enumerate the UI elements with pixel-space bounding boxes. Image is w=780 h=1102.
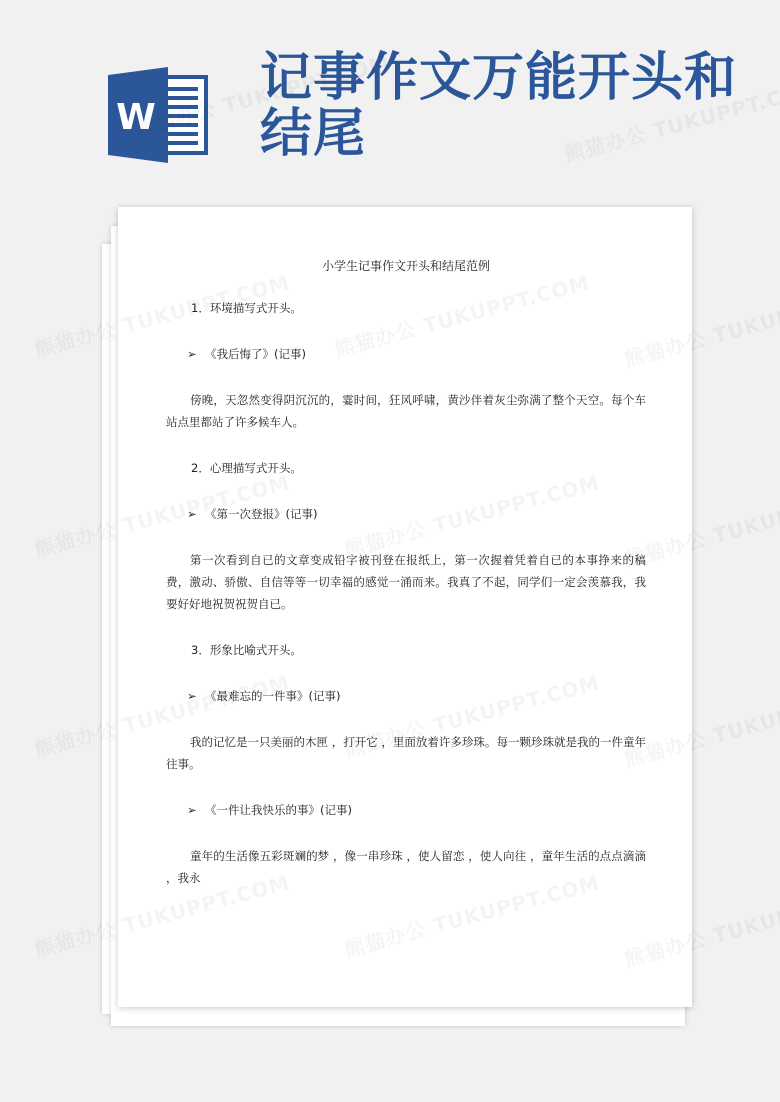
example-title — [166, 345, 646, 363]
example-paragraph: 傍晚，天忽然变得阴沉沉的，霎时间，狂风呼啸，黄沙伴着灰尘弥满了整个天空。每个车站点里都站了许多候车人。 — [166, 393, 646, 429]
example-paragraph: 我的记忆是一只美丽的木匣 ，打开它 ，里面放着许多珍珠。每一颗珍珠就是我的一件童年往事。 — [166, 735, 646, 771]
example-title — [166, 687, 646, 705]
section-heading: 2．心理描写式开头。 — [191, 461, 302, 475]
example-title — [166, 505, 646, 523]
example-title-text: 《第一次登报》(记事) — [205, 507, 318, 521]
document-page — [118, 207, 692, 1007]
example-paragraph: 童年的生活像五彩斑斓的梦 ，像一串珍珠 ，使人留恋 ，使人向往 ，童年生活的点点滴滴 ，我永 — [166, 849, 646, 885]
example-title-text: 《我后悔了》(记事) — [205, 347, 306, 361]
document-content — [166, 257, 646, 889]
section-heading: 3．形象比喻式开头。 — [191, 643, 302, 657]
arrow-bullet-icon: ➢ — [187, 689, 197, 703]
word-logo-icon — [108, 67, 208, 163]
section-heading: 1．环境描写式开头。 — [191, 301, 302, 315]
example-title-text: 《一件让我快乐的事》(记事) — [205, 803, 352, 817]
logo-letter: W — [116, 97, 156, 138]
page-title: 记事作文万能开头和结尾 — [260, 47, 738, 164]
document-title: 小学生记事作文开头和结尾范例 — [321, 259, 490, 273]
arrow-bullet-icon: ➢ — [187, 347, 197, 361]
arrow-bullet-icon: ➢ — [187, 507, 197, 521]
example-title — [166, 801, 646, 819]
arrow-bullet-icon: ➢ — [187, 803, 197, 817]
example-title-text: 《最难忘的一件事》(记事) — [205, 689, 341, 703]
example-paragraph: 第一次看到自已的文章变成铅字被刊登在报纸上，第一次握着凭着自已的本事挣来的稿费，激动、骄傲、自信等等一切幸福的感觉一涌而来。我真了不起，同学们一定会羡慕我，我要好好地祝贺祝贺自已。 — [166, 553, 646, 611]
